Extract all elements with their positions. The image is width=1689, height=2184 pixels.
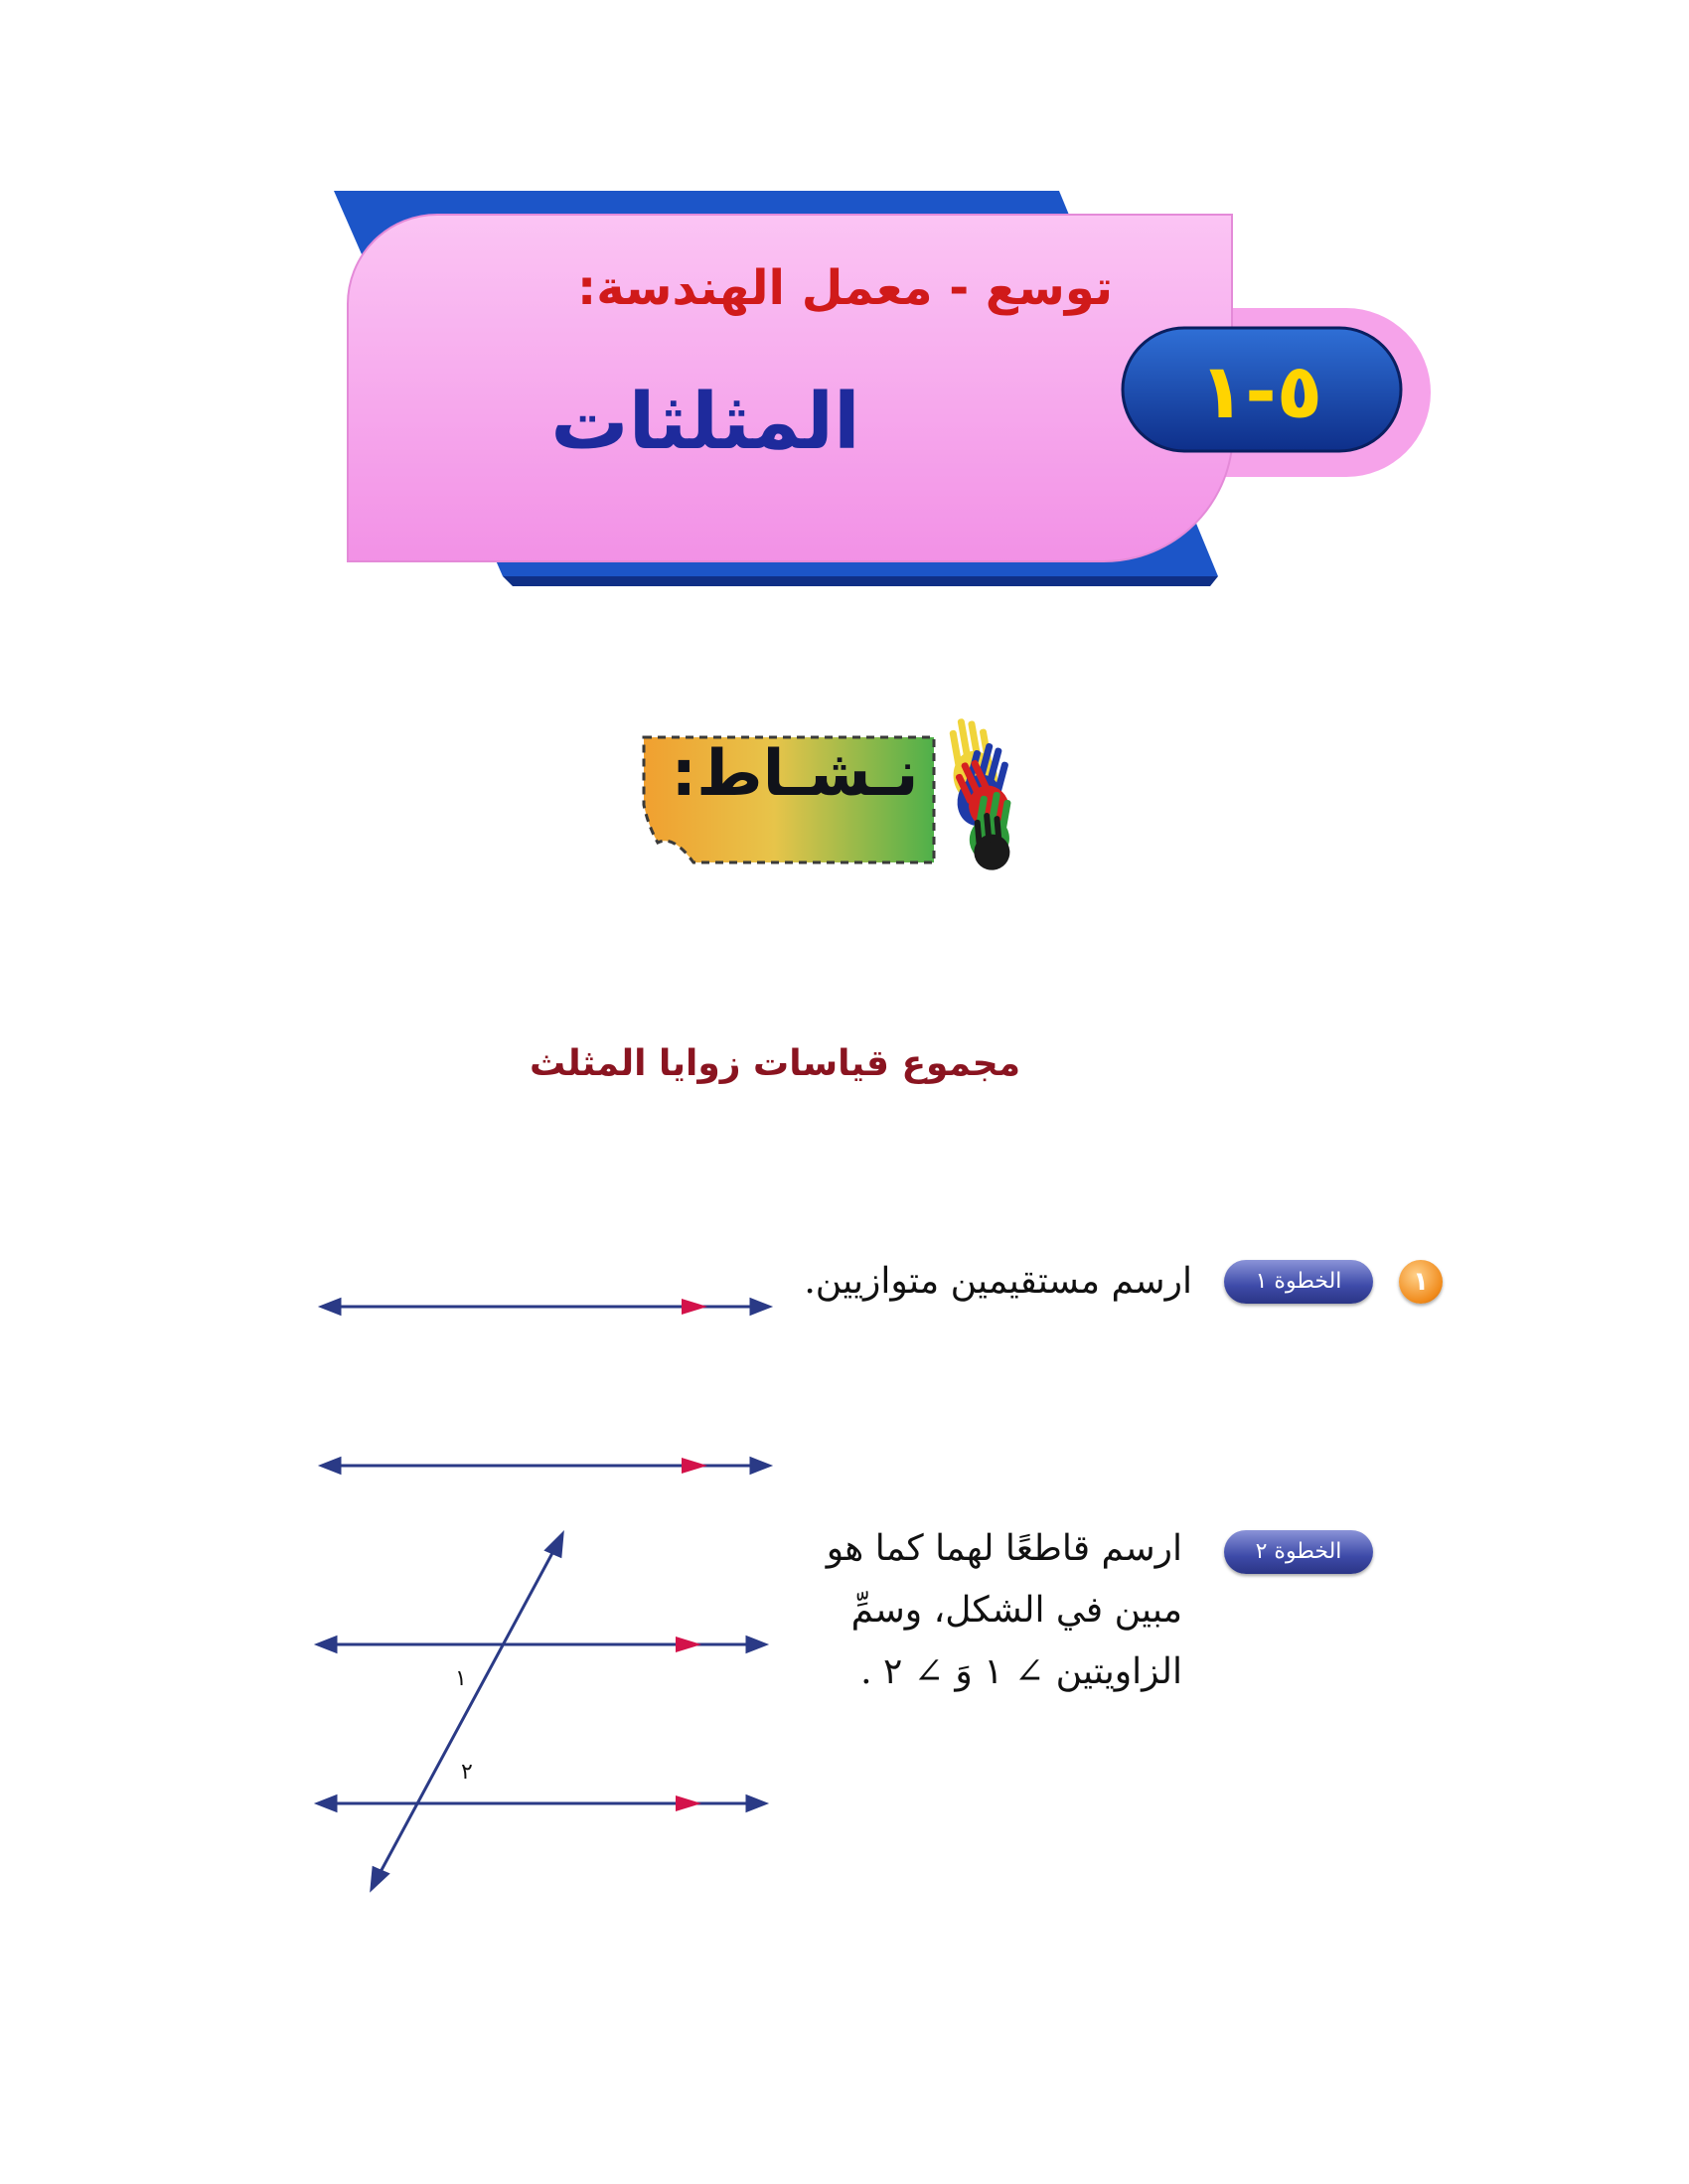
parallel-marker-bottom [682,1458,707,1474]
step-2-line-3: الزاويتين ∠ ١ وَ ∠ ٢ . [860,1651,1182,1692]
step-2-label: الخطوة ٢ [1224,1530,1373,1574]
parallel-lines-figure [298,1262,795,1490]
parallel-marker-lower [676,1795,701,1811]
step-2-line-1: ارسم قاطعًا لهما كما هو [826,1528,1182,1569]
banner-blue-shadow [503,576,1218,586]
section-heading: مجموع قياسات زوايا المثلث [530,1043,1020,1084]
angle-1-label: ١ [455,1666,467,1691]
step-1-number-badge: ١ [1399,1260,1443,1304]
hands-icon [944,714,1017,871]
step-1-instruction: ارسم مستقيمين متوازيين. [804,1261,1192,1302]
parallel-marker-upper [676,1637,701,1652]
activity-label: نـشـاط: [671,737,919,811]
transversal-line [372,1534,562,1889]
page-title: المثلثات [550,378,860,467]
transversal-figure [298,1520,795,1918]
angle-2-label: ٢ [461,1760,473,1785]
step-1-label: الخطوة ١ [1224,1260,1373,1304]
lesson-number: ٥-١ [1198,347,1323,435]
step-2-instruction [755,1518,1182,1703]
step-2-line-2: مبين في الشكل، وسمِّ [850,1590,1182,1631]
banner-kicker: توسع - معمل الهندسة: [577,260,1113,316]
parallel-marker-top [682,1299,707,1315]
